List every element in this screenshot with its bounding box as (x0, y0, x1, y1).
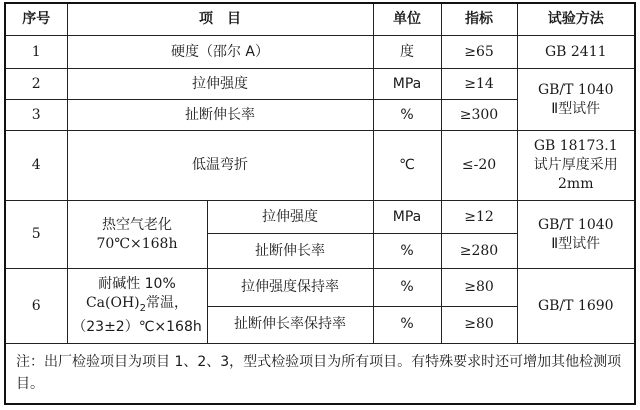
row-method-5 (517, 201, 635, 269)
table-row-5a (5, 201, 635, 234)
row-index: ≤-20 (441, 130, 517, 200)
header-row (5, 3, 635, 36)
row-no: 5 (5, 201, 67, 269)
table-row-1 (5, 36, 635, 69)
row-no: 6 (5, 269, 67, 344)
spec-table (4, 2, 636, 405)
row-unit: MPa (373, 201, 441, 234)
method-line: Ⅱ型试件 (551, 235, 601, 252)
row-unit: MPa (373, 69, 441, 100)
header-index: 指标 (441, 3, 517, 36)
row-group (67, 269, 207, 344)
row-index: ≥280 (441, 234, 517, 269)
row-index: ≥300 (441, 100, 517, 131)
table-row-6a (5, 269, 635, 306)
group-line (70, 294, 205, 318)
method-line: GB 18173.1 (533, 138, 618, 155)
header-no: 序号 (5, 3, 67, 36)
row-index: ≥80 (441, 306, 517, 343)
method-line: Ⅱ型试件 (551, 100, 601, 117)
method-line: GB/T 1040 (537, 216, 614, 233)
row-unit: % (373, 306, 441, 343)
header-item: 项 目 (67, 3, 373, 36)
method-line: 试片厚度采用 (533, 157, 618, 174)
row-sub-item: 拉伸强度 (207, 201, 373, 234)
group-line: 耐碱性 10% (98, 276, 176, 293)
row-no: 3 (5, 100, 67, 131)
group-line: 70℃×168h (96, 235, 178, 252)
group-line: （23±2）℃×168h (72, 319, 202, 336)
row-unit: % (373, 234, 441, 269)
row-unit: % (373, 100, 441, 131)
row-item: 拉伸强度 (67, 69, 373, 100)
row-item: 硬度（邵尔 A） (67, 36, 373, 69)
row-index: ≥65 (441, 36, 517, 69)
row-no: 4 (5, 130, 67, 200)
row-group (67, 201, 207, 269)
row-sub-item: 拉伸强度保持率 (207, 269, 373, 306)
table-row-2 (5, 69, 635, 100)
note-row (5, 343, 635, 404)
group-text: 常温， (146, 295, 189, 312)
row-sub-item: 扯断伸长率 (207, 234, 373, 269)
row-unit: % (373, 269, 441, 306)
row-unit: 度 (373, 36, 441, 69)
group-line: 热空气老化 (102, 216, 172, 233)
row-index: ≥80 (441, 269, 517, 306)
row-item: 低温弯折 (67, 130, 373, 200)
method-line: GB/T 1040 (537, 81, 614, 98)
row-method: GB 2411 (517, 36, 635, 69)
row-index: ≥14 (441, 69, 517, 100)
row-index: ≥12 (441, 201, 517, 234)
header-method: 试验方法 (517, 3, 635, 36)
row-no: 2 (5, 69, 67, 100)
row-method (517, 130, 635, 200)
row-method-2-3 (517, 69, 635, 131)
row-unit: ℃ (373, 130, 441, 200)
formula-subscript: 2 (139, 303, 147, 315)
row-no: 1 (5, 36, 67, 69)
table-row-4 (5, 130, 635, 200)
row-method: GB/T 1690 (517, 269, 635, 344)
header-unit: 单位 (373, 3, 441, 36)
formula-text: Ca(OH) (85, 295, 140, 312)
spec-table-container (4, 2, 634, 405)
table-note: 注：出厂检验项目为项目 1、2、3，型式检验项目为所有项目。有特殊要求时还可增加其他检测项目。 (5, 343, 635, 404)
row-sub-item: 扯断伸长率保持率 (207, 306, 373, 343)
method-line: 2mm (558, 176, 594, 193)
row-item: 扯断伸长率 (67, 100, 373, 131)
